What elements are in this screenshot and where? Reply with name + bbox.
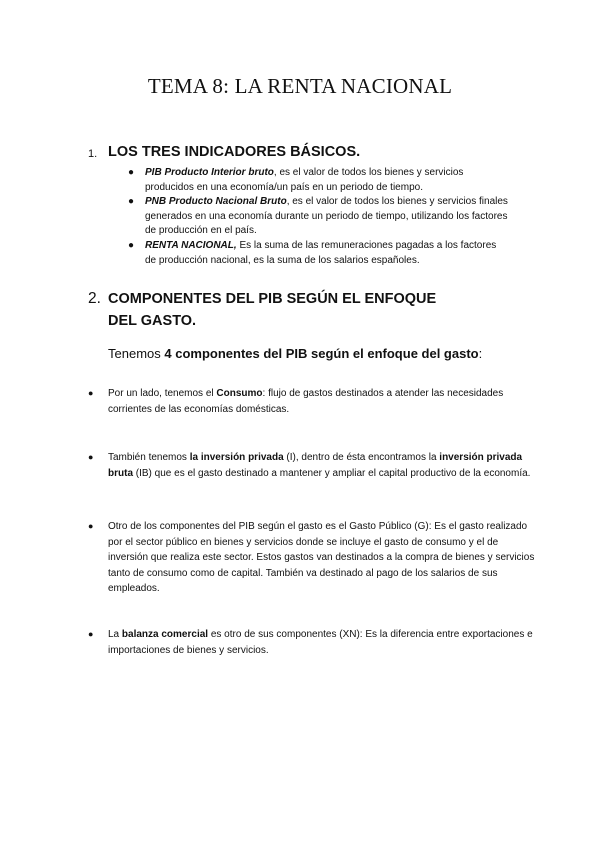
bullet-icon: ● — [88, 388, 94, 398]
bullet-icon: ● — [88, 629, 94, 639]
component-inversion — [88, 450, 538, 481]
item-text: , es el valor de todos los bienes y servicios finales generados en una economía durante un periodo de tiempo, utilizando los factores de producción en el país. — [145, 196, 508, 237]
bullet-icon: ● — [128, 196, 135, 208]
intro-paragraph — [108, 346, 482, 361]
para-text: La — [108, 629, 122, 640]
section-heading: LOS TRES INDICADORES BÁSICOS. — [108, 144, 361, 160]
item-text: , es el valor de todos los bienes y servicios producidos en una economía/un país en un periodo de tiempo. — [145, 167, 464, 193]
section-heading: COMPONENTES DEL PIB SEGÚN EL ENFOQUE DEL GASTO. — [108, 291, 437, 329]
para-bold: la inversión privada — [189, 452, 284, 463]
para-text: También tenemos — [108, 452, 190, 463]
page-title: TEMA 8: LA RENTA NACIONAL — [147, 74, 453, 98]
component-balanza — [88, 627, 538, 658]
para-text: Otro de los componentes del PIB según el gasto es el Gasto Público (G): Es el gasto realizado por el sector público en bienes y servicios donde se incluye el gasto de consumo y el de inversión que realiza este sector. Estos gastos van destinados a la compra de bienes y servicios tanto de consumo como de capital. También va destinado al pago de los salarios de sus empleados. — [108, 521, 535, 595]
term: PIB Producto Interior bruto — [145, 167, 274, 178]
para-text: (IB) que es el gasto destinado a mantener y ampliar el capital productivo de la economía. — [133, 467, 531, 479]
bullet-icon: ● — [88, 452, 94, 462]
component-gasto-publico — [88, 519, 538, 597]
item-text: Es la suma de las remuneraciones pagadas a los factores de producción nacional, es la suma de los salarios españoles. — [145, 239, 497, 266]
intro-text: Tenemos — [108, 346, 165, 361]
para-text: es otro de sus componentes (XN): Es la diferencia entre exportaciones e importaciones de bienes y servicios. — [108, 629, 533, 656]
list-item — [128, 239, 508, 268]
para-bold: balanza comercial — [121, 629, 209, 640]
intro-punct: : — [478, 346, 483, 361]
list-item — [128, 195, 508, 239]
section-number: 2. — [88, 290, 101, 307]
bullet-icon: ● — [128, 239, 135, 251]
component-consumo — [88, 386, 538, 417]
para-bold: Consumo — [216, 388, 263, 399]
indicators-list — [128, 166, 508, 268]
term: RENTA NACIONAL, — [145, 239, 237, 251]
para-text: (I), dentro de ésta encontramos la — [283, 452, 440, 463]
bullet-icon: ● — [128, 167, 135, 178]
list-item — [128, 166, 508, 195]
section-number: 1. — [88, 148, 98, 160]
intro-bold: 4 componentes del PIB según el enfoque del gasto — [164, 346, 479, 361]
para-bold: inversión privada bruta — [108, 452, 523, 479]
para-text: : flujo de gastos destinados a atender las necesidades corrientes de las economías domésticas. — [108, 388, 504, 415]
para-text: Por un lado, tenemos el — [108, 388, 217, 399]
term: PNB Producto Nacional Bruto — [145, 196, 287, 208]
bullet-icon: ● — [88, 521, 94, 531]
